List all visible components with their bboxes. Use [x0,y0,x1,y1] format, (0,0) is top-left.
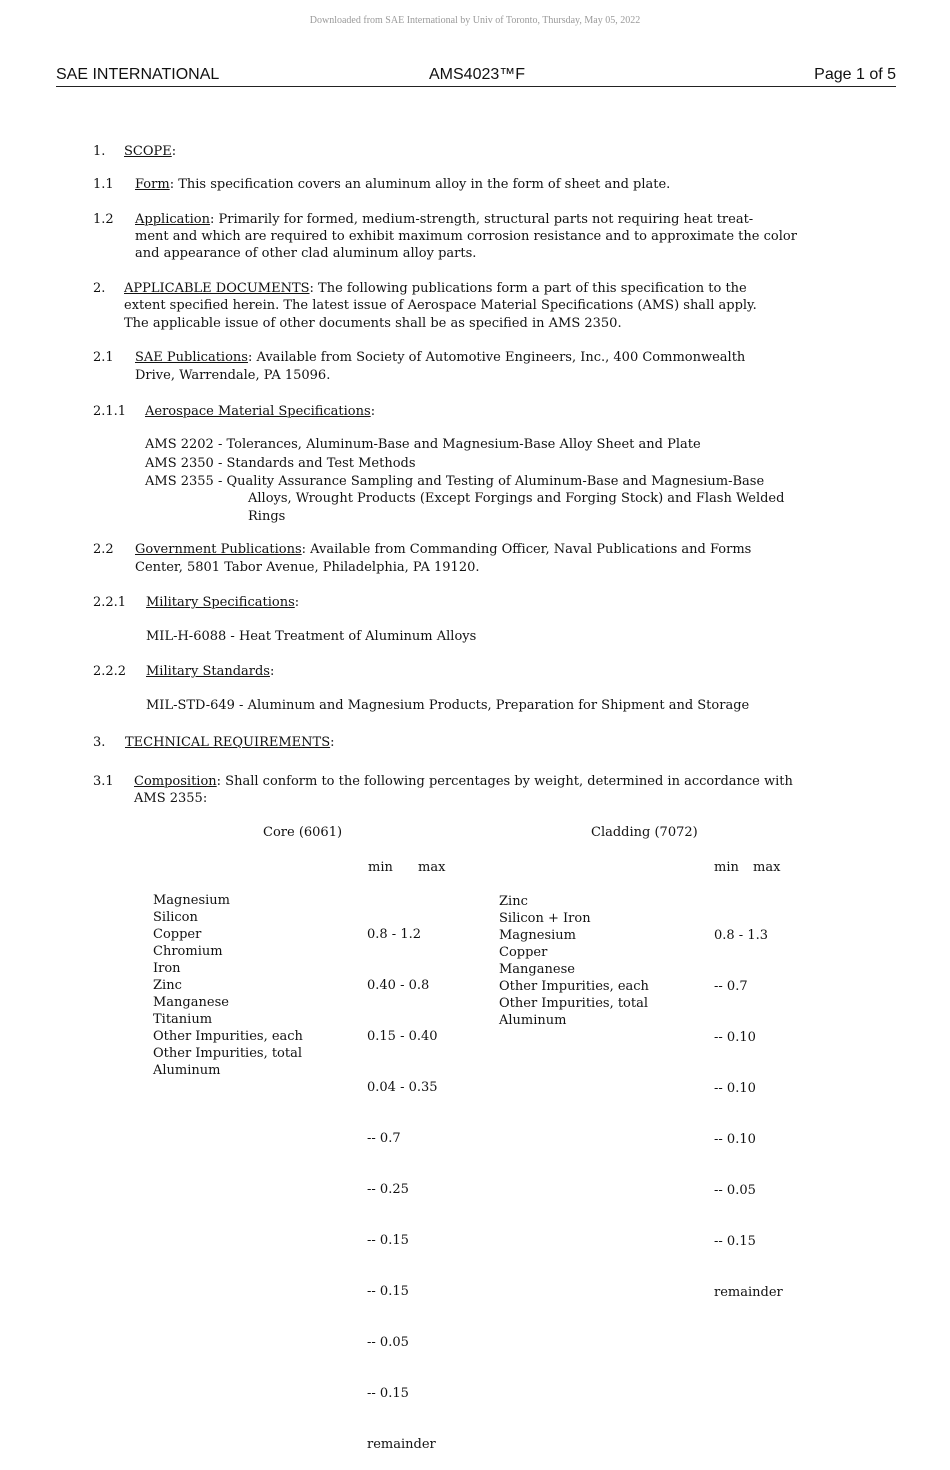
ams-2355-item-continued-2: Rings [248,509,286,524]
section-1-colon: : [171,144,177,159]
core-element-manganese: Manganese [153,995,229,1010]
cladding-range-magnesium: -- 0.10 [714,1030,756,1045]
cladding-max-header: max [753,860,781,875]
section-2-title: APPLICABLE DOCUMENTS [124,281,310,296]
core-range-magnesium: 0.8 - 1.2 [367,927,422,942]
section-2-number: 2. [93,281,106,296]
section-1-2-number: 1.2 [93,212,114,227]
section-2-1-line-1 [135,349,745,367]
section-1-heading [124,143,176,161]
section-2-1-body: : Available from Society of Automotive Engineers, Inc., 400 Commonwealth [247,350,746,365]
section-2-1-1-colon: : [370,404,376,419]
core-range-other-total: -- 0.15 [367,1386,409,1401]
section-2-line-2: extent specified herein. The latest issue of Aerospace Material Specifications (AMS) shall apply. [124,298,757,313]
section-1-title: SCOPE [124,144,172,159]
section-2-body: : The following publications form a part of this specification to the [309,281,747,296]
section-3-heading [125,734,335,752]
core-range-column [367,892,438,1470]
page-header [56,66,896,87]
section-3-1-line-2: AMS 2355: [134,791,208,806]
core-element-chromium: Chromium [153,944,223,959]
core-table-title: Core (6061) [263,825,343,840]
section-2-line-1 [124,280,747,298]
section-1-1-number: 1.1 [93,177,114,192]
core-range-silicon: 0.40 - 0.8 [367,978,430,993]
core-element-zinc: Zinc [153,978,182,993]
cladding-element-manganese: Manganese [499,962,575,977]
core-max-header: max [418,860,446,875]
core-element-silicon: Silicon [153,910,198,925]
cladding-range-other-each: -- 0.05 [714,1183,756,1198]
section-2-1-line-2: Drive, Warrendale, PA 15096. [135,368,331,383]
document-number: AMS4023™F [429,66,526,83]
core-min-header: min [368,860,393,875]
cladding-element-magnesium: Magnesium [499,928,576,943]
cladding-range-silicon-iron: -- 0.7 [714,979,748,994]
section-2-2-1-colon: : [294,595,300,610]
section-3-1-line-1 [134,773,793,791]
section-3-1-number: 3.1 [93,774,114,789]
cladding-range-zinc: 0.8 - 1.3 [714,928,769,943]
cladding-element-aluminum: Aluminum [499,1013,567,1028]
core-element-magnesium: Magnesium [153,893,230,908]
core-element-other-each: Other Impurities, each [153,1029,303,1044]
core-element-other-total: Other Impurities, total [153,1046,303,1061]
cladding-range-manganese: -- 0.10 [714,1132,756,1147]
cladding-table-title: Cladding (7072) [591,825,698,840]
core-element-titanium: Titanium [153,1012,213,1027]
section-1-1-title: Form [135,177,170,192]
core-range-other-each: -- 0.05 [367,1335,409,1350]
section-1-2-line-1 [135,211,753,229]
cladding-element-other-each: Other Impurities, each [499,979,649,994]
core-element-aluminum: Aluminum [153,1063,221,1078]
section-3-number: 3. [93,735,106,750]
section-1-1-body: : This specification covers an aluminum alloy in the form of sheet and plate. [169,177,671,192]
section-2-2-number: 2.2 [93,542,114,557]
cladding-element-zinc: Zinc [499,894,528,909]
section-2-2-body: : Available from Commanding Officer, Naval Publications and Forms [301,542,752,557]
section-1-2-title: Application [135,212,210,227]
section-1-number: 1. [93,144,106,159]
core-element-iron: Iron [153,961,181,976]
section-2-1-1-title: Aerospace Material Specifications [145,404,371,419]
section-1-2-line-3: and appearance of other clad aluminum alloy parts. [135,246,477,261]
download-watermark: Downloaded from SAE International by Univ of Toronto, Thursday, May 05, 2022 [309,15,641,26]
section-3-title: TECHNICAL REQUIREMENTS [125,735,331,750]
section-2-1-title: SAE Publications [135,350,248,365]
mil-std-649-item: MIL-STD-649 - Aluminum and Magnesium Products, Preparation for Shipment and Storage [146,698,750,713]
section-2-2-line-2: Center, 5801 Tabor Avenue, Philadelphia, PA 19120. [135,560,480,575]
section-2-2-1-title: Military Specifications [146,595,295,610]
cladding-element-other-total: Other Impurities, total [499,996,649,1011]
core-range-aluminum: remainder [367,1437,436,1452]
section-2-1-1-number: 2.1.1 [93,404,127,419]
core-range-iron: -- 0.7 [367,1131,401,1146]
section-2-line-3: The applicable issue of other documents shall be as specified in AMS 2350. [124,316,622,331]
ams-2202-item: AMS 2202 - Tolerances, Aluminum-Base and Magnesium-Base Alloy Sheet and Plate [145,437,701,452]
section-2-2-2-number: 2.2.2 [93,664,127,679]
section-2-2-2-colon: : [269,664,275,679]
mil-h-6088-item: MIL-H-6088 - Heat Treatment of Aluminum Alloys [146,629,477,644]
section-2-2-1-heading [146,594,299,612]
publisher-name: SAE INTERNATIONAL [56,66,220,83]
section-2-2-1-number: 2.2.1 [93,595,127,610]
section-2-1-1-heading [145,403,375,421]
section-1-1-text [135,176,670,194]
section-2-2-2-heading [146,663,274,681]
cladding-element-column [499,893,649,1029]
core-range-copper: 0.15 - 0.40 [367,1029,438,1044]
cladding-element-copper: Copper [499,945,548,960]
cladding-element-silicon-iron: Silicon + Iron [499,911,591,926]
section-2-2-line-1 [135,541,751,559]
core-range-chromium: 0.04 - 0.35 [367,1080,438,1095]
page-number: Page 1 of 5 [814,66,896,83]
cladding-range-copper: -- 0.10 [714,1081,756,1096]
section-1-2-line-2: ment and which are required to exhibit maximum corrosion resistance and to approximate the color [135,229,797,244]
cladding-range-aluminum: remainder [714,1285,783,1300]
core-range-manganese: -- 0.15 [367,1233,409,1248]
cladding-range-column [714,893,783,1318]
section-2-1-number: 2.1 [93,350,114,365]
ams-2350-item: AMS 2350 - Standards and Test Methods [145,456,416,471]
cladding-range-other-total: -- 0.15 [714,1234,756,1249]
section-3-1-body: : Shall conform to the following percentages by weight, determined in accordance with [216,774,793,789]
section-2-2-2-title: Military Standards [146,664,270,679]
core-element-column [153,892,303,1079]
section-1-2-body: : Primarily for formed, medium-strength, structural parts not requiring heat treat- [209,212,754,227]
section-3-colon: : [330,735,335,750]
section-3-1-title: Composition [134,774,217,789]
ams-2355-item-continued-1: Alloys, Wrought Products (Except Forgings and Forging Stock) and Flash Welded [248,491,785,506]
core-range-zinc: -- 0.25 [367,1182,409,1197]
cladding-min-header: min [714,860,739,875]
section-2-2-title: Government Publications [135,542,302,557]
ams-2355-item: AMS 2355 - Quality Assurance Sampling and Testing of Aluminum-Base and Magnesium-Base [145,474,765,489]
core-element-copper: Copper [153,927,202,942]
core-range-titanium: -- 0.15 [367,1284,409,1299]
